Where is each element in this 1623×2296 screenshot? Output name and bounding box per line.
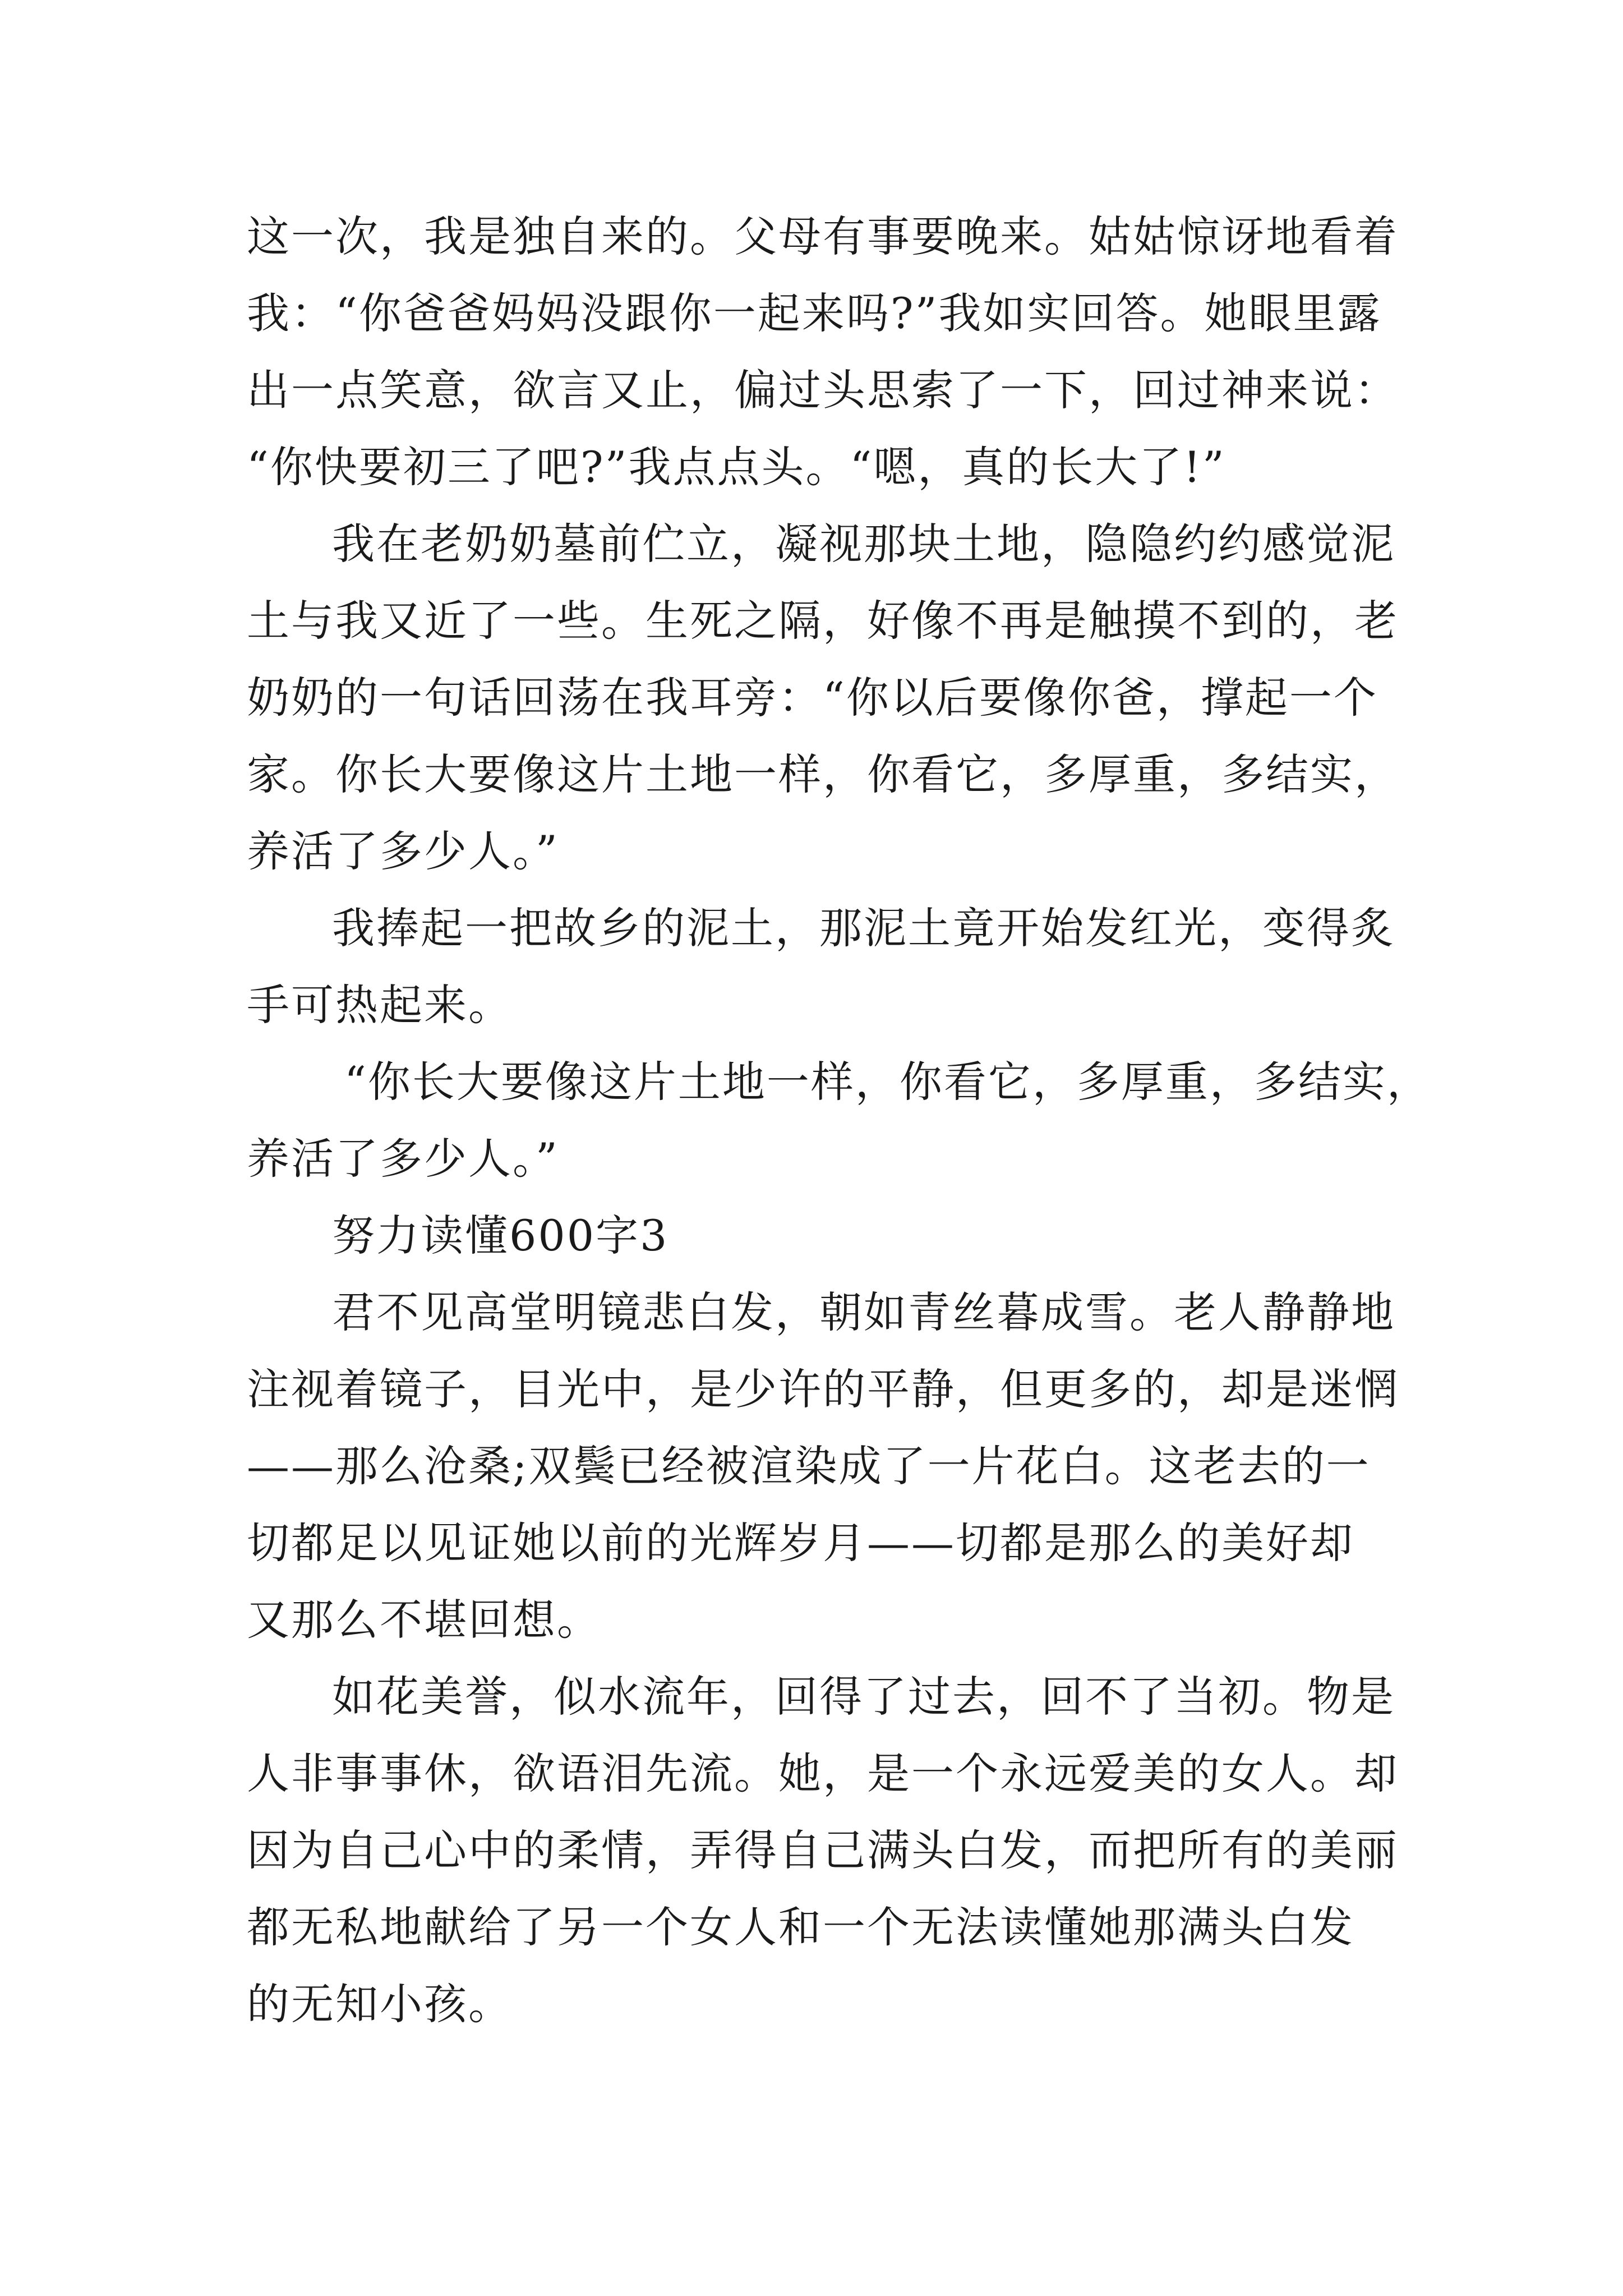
text-line: 土与我又近了一些。生死之隔，好像不再是触摸不到的，老 (247, 596, 1399, 646)
section-heading: 努力读懂600字3 (332, 1211, 669, 1260)
text-line: 出一点笑意，欲言又止，偏过头思索了一下，回过神来说： (247, 365, 1399, 415)
text-line: 人非事事休，欲语泪先流。她，是一个永远爱美的女人。却 (247, 1749, 1399, 1798)
text-line: “你快要初三了吧?”我点点头。“嗯，真的长大了!” (247, 442, 1226, 492)
text-line: 都无私地献给了另一个女人和一个无法读懂她那满头白发 (247, 1902, 1354, 1952)
text-line: 我：“你爸爸妈妈没跟你一起来吗?”我如实回答。她眼里露 (247, 288, 1382, 338)
text-line: 奶奶的一句话回荡在我耳旁：“你以后要像你爸，撑起一个 (247, 673, 1378, 723)
paragraph-start-line: 如花美誉，似水流年，回得了过去，回不了当初。物是 (332, 1672, 1395, 1722)
text-line: 注视着镜子，目光中，是少许的平静，但更多的，却是迷惘 (247, 1364, 1399, 1414)
text-line: 切都足以见证她以前的光辉岁月——切都是那么的美好却 (247, 1518, 1354, 1568)
text-line: 家。你长大要像这片土地一样，你看它，多厚重，多结实， (247, 749, 1399, 799)
quote-line: “你长大要像这片土地一样，你看它，多厚重，多结实， (344, 1057, 1431, 1107)
text-line: 养活了多少人。” (247, 1134, 559, 1184)
text-line: 养活了多少人。” (247, 826, 559, 876)
text-line: 因为自己心中的柔情，弄得自己满头白发，而把所有的美丽 (247, 1825, 1399, 1875)
text-line: 手可热起来。 (247, 980, 513, 1030)
paragraph-start-line: 我捧起一把故乡的泥土，那泥土竟开始发红光，变得炙 (332, 903, 1395, 953)
text-line: 的无知小孩。 (247, 1979, 513, 2029)
paragraph-start-line: 我在老奶奶墓前伫立，凝视那块土地，隐隐约约感觉泥 (332, 519, 1395, 569)
text-line: 这一次，我是独自来的。父母有事要晚来。姑姑惊讶地看着 (247, 211, 1399, 261)
text-line: 又那么不堪回想。 (247, 1595, 601, 1645)
text-line: ——那么沧桑;双鬓已经被渲染成了一片花白。这老去的一 (247, 1441, 1371, 1491)
paragraph-start-line: 君不见高堂明镜悲白发，朝如青丝暮成雪。老人静静地 (332, 1287, 1395, 1337)
